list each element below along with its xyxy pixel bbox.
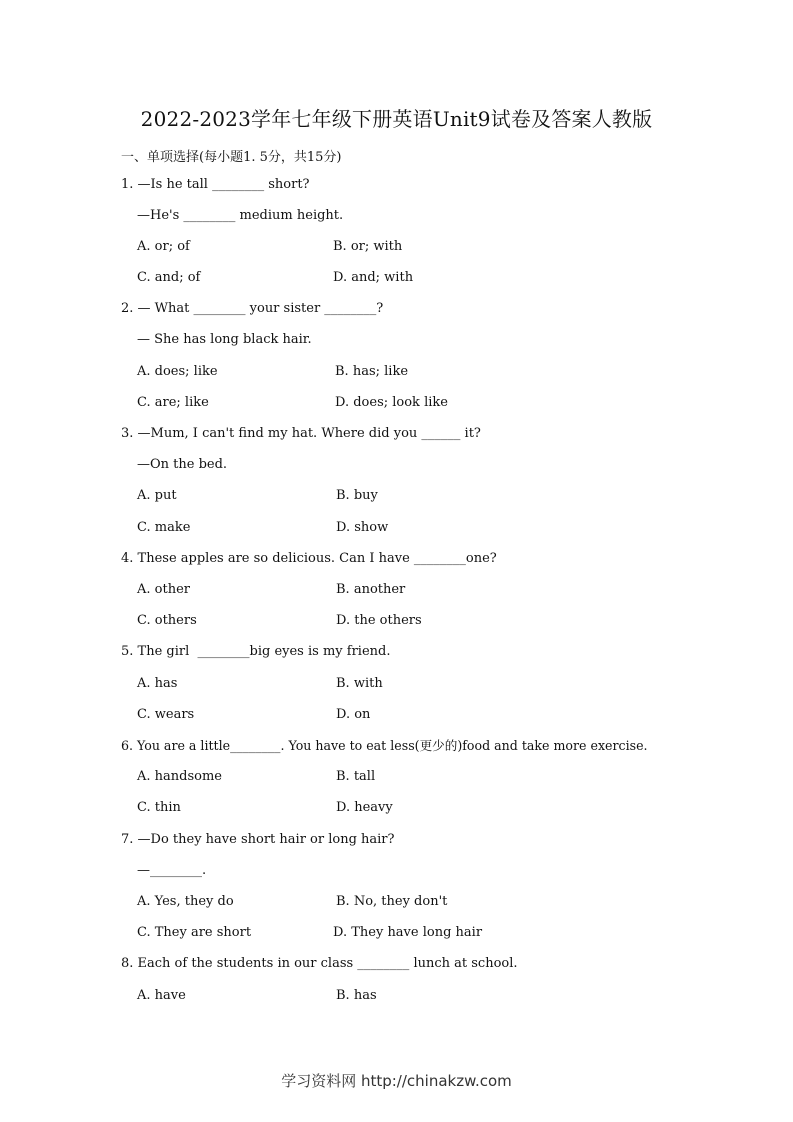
question-3-option-b: B. buy	[336, 488, 378, 503]
question-3-reply: —On the bed.	[137, 457, 228, 472]
question-1-stem: 1. —Is he tall ________ short?	[121, 177, 310, 192]
question-6-stem: 6. You are a little________. You have to eat less(更少的)food and take more exercise.	[121, 738, 648, 753]
question-7-option-d: D. They have long hair	[333, 925, 483, 940]
question-2-option-a: A. does; like	[137, 364, 218, 379]
question-2-stem: 2. — What ________ your sister ________?	[121, 301, 384, 316]
question-4-option-b: B. another	[336, 582, 406, 597]
question-3-option-d: D. show	[336, 520, 389, 535]
question-7-option-a: A. Yes, they do	[137, 894, 234, 909]
question-4-option-d: D. the others	[336, 613, 422, 628]
question-8-option-b: B. has	[336, 988, 377, 1003]
question-4-stem: 4. These apples are so delicious. Can I have ________one?	[121, 551, 497, 566]
question-7-stem: 7. —Do they have short hair or long hair?	[121, 832, 395, 847]
question-5-option-d: D. on	[336, 707, 371, 722]
question-2-option-c: C. are; like	[137, 395, 209, 410]
question-6-option-b: B. tall	[336, 769, 376, 784]
question-5-stem: 5. The girl ________big eyes is my friend.	[121, 644, 391, 659]
question-7-reply: —________.	[137, 863, 207, 878]
question-3-option-a: A. put	[137, 488, 177, 503]
question-1-option-a: A. or; of	[137, 239, 190, 254]
question-2-option-d: D. does; look like	[335, 395, 448, 410]
question-3-option-c: C. make	[137, 520, 191, 535]
section-heading: 一、单项选择(每小题1. 5分，共15分)	[121, 150, 342, 165]
question-6-option-c: C. thin	[137, 800, 181, 815]
question-2-option-b: B. has; like	[335, 364, 409, 379]
question-4-option-a: A. other	[137, 582, 190, 597]
question-7-option-b: B. No, they don't	[336, 894, 448, 909]
footer-watermark: 学习资料网 http://chinakzw.com	[281, 1072, 512, 1090]
question-6-option-d: D. heavy	[336, 800, 393, 815]
question-8-option-a: A. have	[137, 988, 186, 1003]
page-title: 2022-2023学年七年级下册英语Unit9试卷及答案人教版	[140, 107, 653, 131]
question-4-option-c: C. others	[137, 613, 197, 628]
question-8-stem: 8. Each of the students in our class ________ lunch at school.	[121, 956, 518, 971]
question-5-option-c: C. wears	[137, 707, 195, 722]
question-3-stem: 3. —Mum, I can't find my hat. Where did you ______ it?	[121, 426, 481, 441]
question-5-option-b: B. with	[336, 676, 383, 691]
question-1-option-c: C. and; of	[137, 270, 201, 285]
question-5-option-a: A. has	[137, 676, 178, 691]
question-1-option-d: D. and; with	[333, 270, 414, 285]
question-6-option-a: A. handsome	[137, 769, 222, 784]
question-2-reply: — She has long black hair.	[137, 332, 312, 347]
question-7-option-c: C. They are short	[137, 925, 252, 940]
question-1-reply: —He's ________ medium height.	[137, 208, 344, 223]
question-1-option-b: B. or; with	[333, 239, 403, 254]
